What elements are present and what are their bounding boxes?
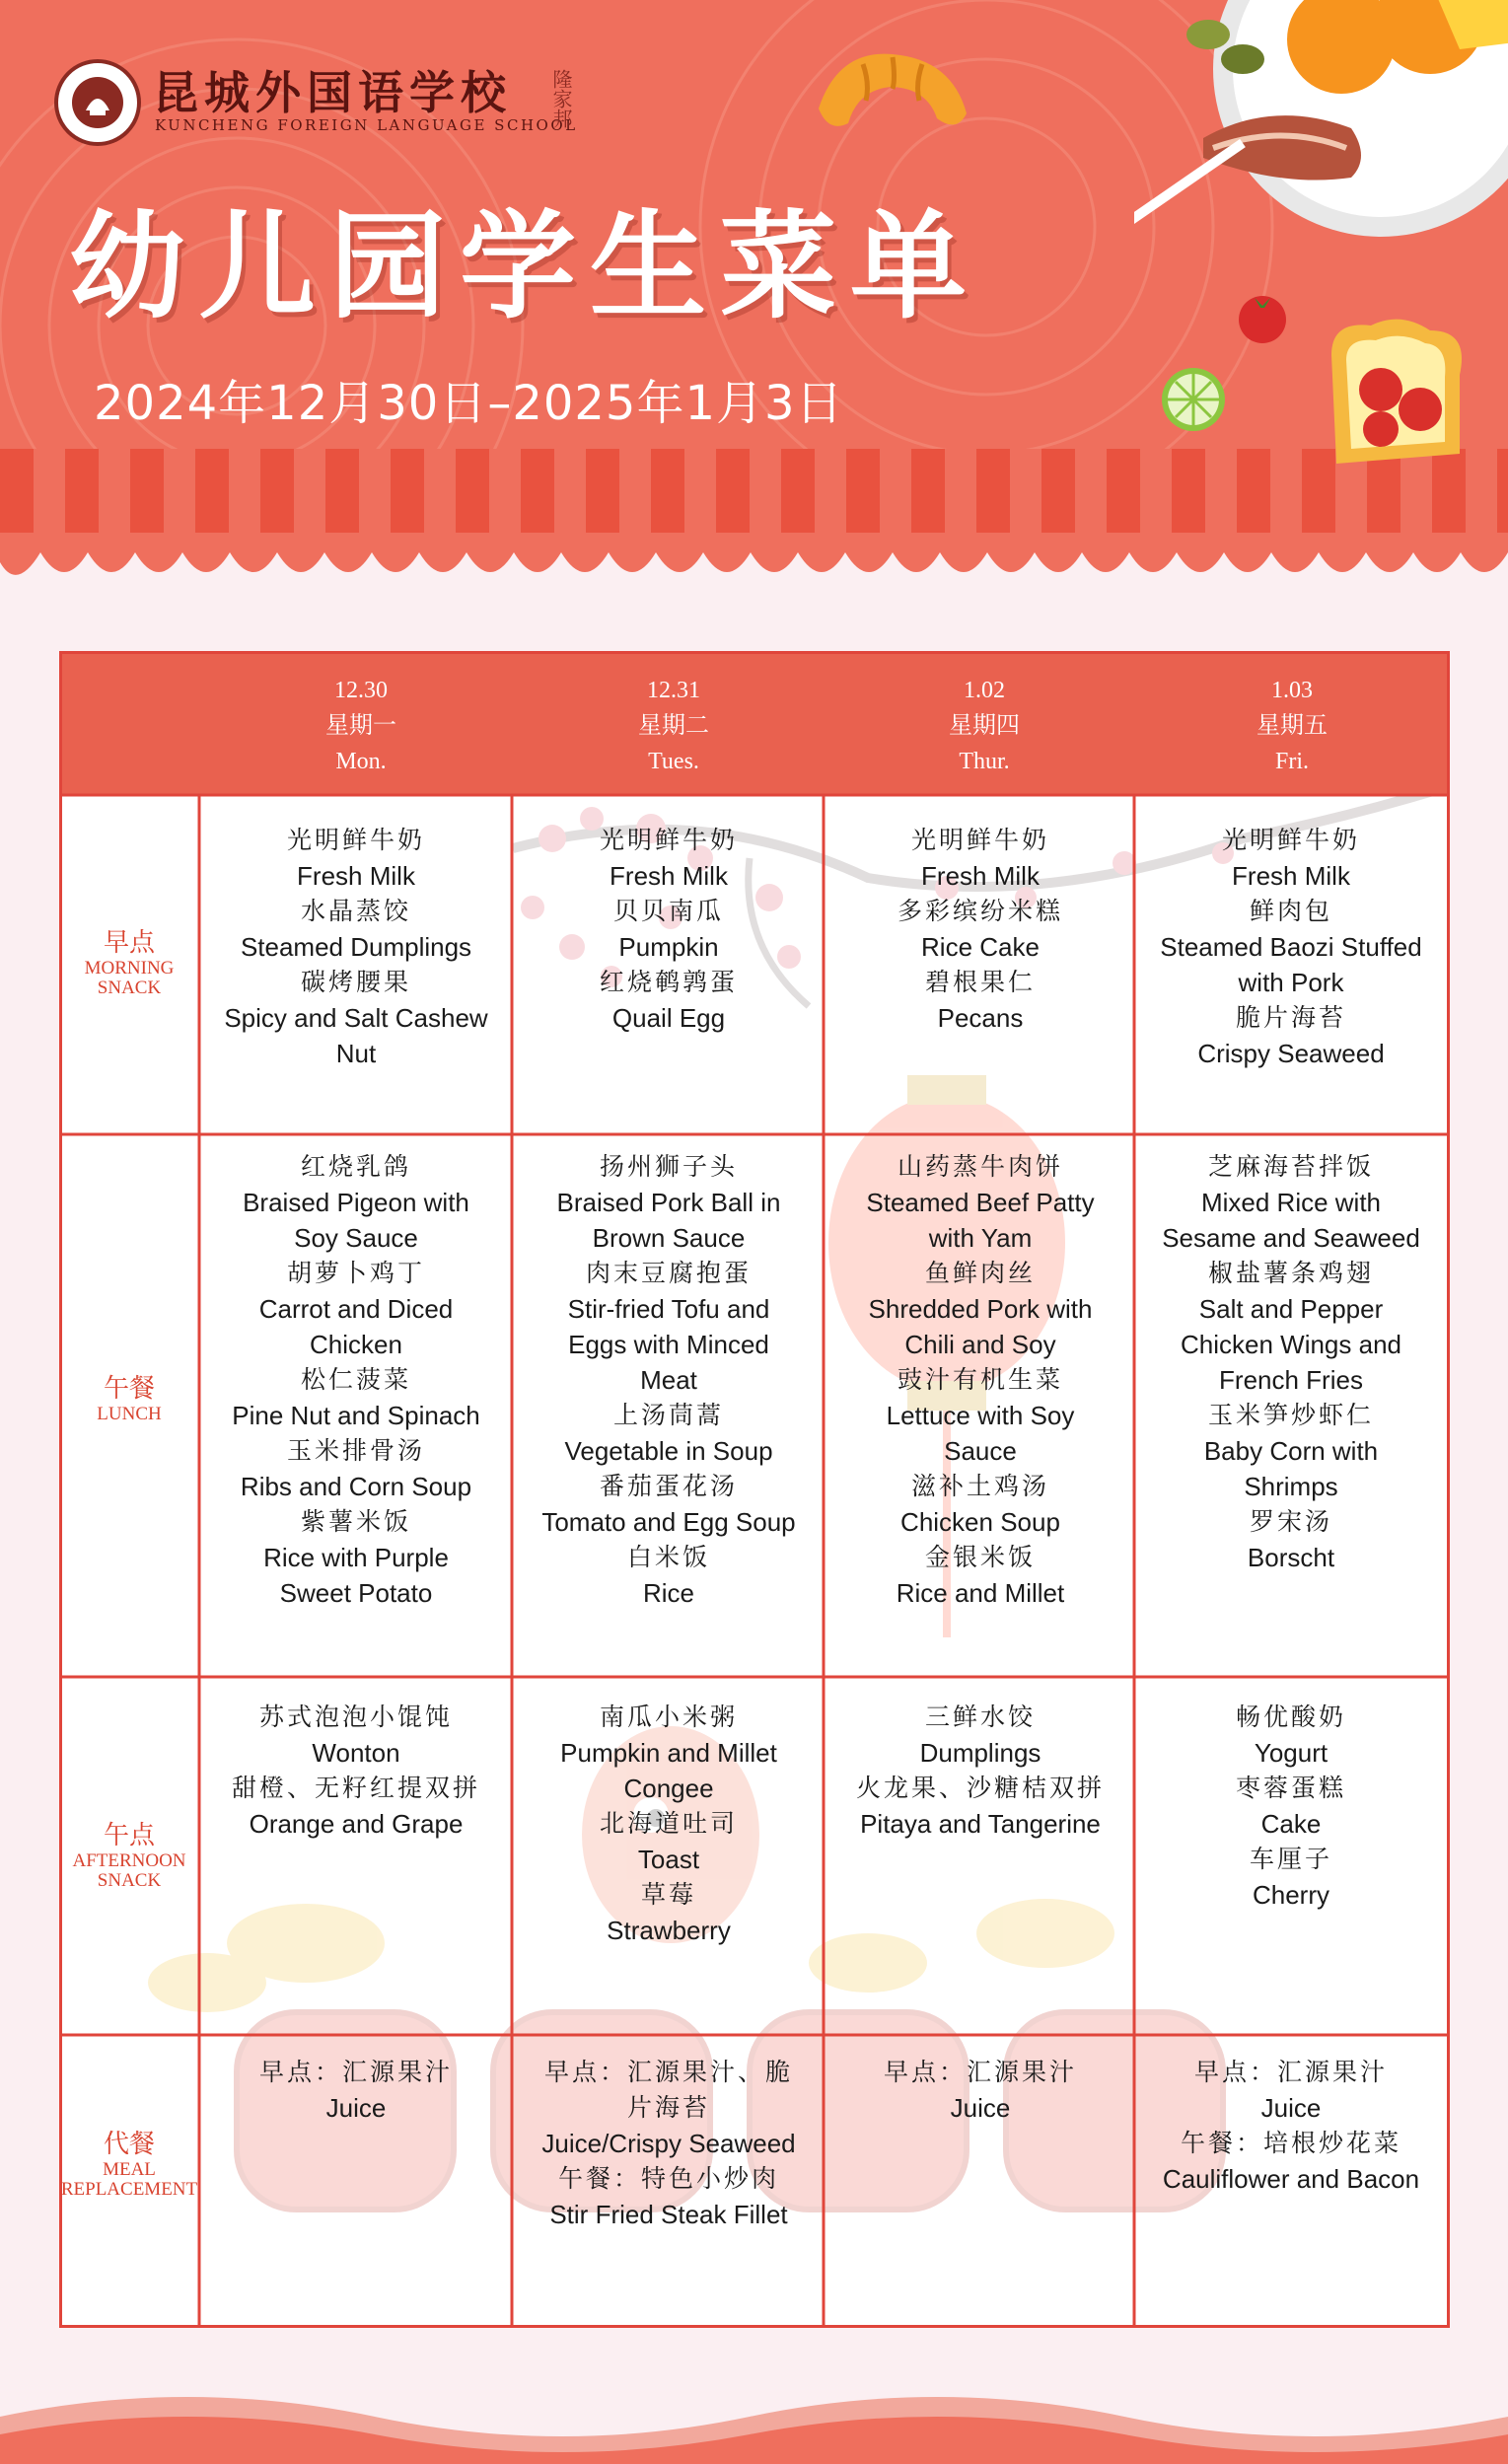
date-range: 2024年12月30日–2025年1月3日	[94, 376, 844, 431]
dish-name-cn: 碧根果仁	[924, 968, 1036, 996]
dish-name-en: Rice Cake	[921, 932, 1040, 962]
dish-name-en: Sauce	[944, 1436, 1017, 1466]
dish-name-en: Fresh Milk	[297, 861, 415, 891]
dish-name-cn: 枣蓉蛋糕	[1235, 1774, 1346, 1802]
dish-name-cn: 罗宋汤	[1249, 1507, 1332, 1536]
row-label-en: SNACK	[97, 1870, 162, 1891]
dish-name-en: Salt and Pepper	[1198, 1294, 1384, 1324]
toast-icon	[1312, 316, 1479, 473]
dish-name-en: Dumplings	[919, 1738, 1041, 1768]
dish-name-cn: 松仁菠菜	[300, 1365, 411, 1394]
dish-name-cn: 贝贝南瓜	[612, 897, 724, 925]
dish-name-en: Lettuce with Soy	[886, 1401, 1075, 1430]
row-label-en: MEAL	[103, 2159, 156, 2180]
dish-name-en: Spicy and Salt Cashew	[224, 1003, 488, 1033]
dish-name-en: Fresh Milk	[921, 861, 1040, 891]
dish-name-cn: 碳烤腰果	[300, 968, 411, 996]
dish-name-cn: 玉米笋炒虾仁	[1207, 1401, 1374, 1429]
dish-name-cn: 北海道吐司	[599, 1809, 738, 1838]
row-label-en: AFTERNOON	[72, 1850, 186, 1871]
dish-name-en: Crispy Seaweed	[1197, 1039, 1385, 1068]
dish-name-cn: 光明鲜牛奶	[1221, 826, 1360, 854]
dish-name-en: Juice/Crispy Seaweed	[541, 2129, 796, 2158]
menu-cell	[1135, 1700, 1447, 1913]
dish-name-en: Strawberry	[607, 1916, 731, 1945]
dish-name-en: Yogurt	[1254, 1738, 1328, 1768]
dish-name-en: Baby Corn with	[1203, 1436, 1379, 1466]
menu-cell	[200, 2055, 512, 2126]
day-date: 12.30	[334, 678, 388, 703]
row-label-afternoon-snack	[59, 1820, 199, 1891]
day-date: 1.03	[1271, 678, 1313, 703]
breakfast-plate-icon	[1134, 0, 1508, 256]
dish-name-cn: 扬州狮子头	[599, 1152, 738, 1181]
dish-name-cn: 光明鲜牛奶	[910, 826, 1049, 854]
dish-name-cn: 脆片海苔	[1235, 1003, 1346, 1032]
day-weekday-en: Thur.	[959, 749, 1010, 774]
menu-cell	[200, 1149, 512, 1611]
dish-name-en: Steamed Dumplings	[240, 932, 472, 962]
dish-name-en: Toast	[637, 1845, 700, 1874]
dish-name-cn: 水晶蒸饺	[300, 897, 411, 925]
dish-name-cn: 红烧乳鸽	[300, 1152, 411, 1181]
day-weekday-cn: 星期二	[638, 713, 709, 739]
dish-name-cn: 车厘子	[1249, 1845, 1332, 1873]
dish-name-en: Soy Sauce	[294, 1223, 418, 1253]
day-weekday-en: Mon.	[335, 749, 387, 774]
menu-cell	[1135, 823, 1447, 1071]
dish-name-en: Rice	[642, 1578, 694, 1608]
day-weekday-cn: 星期四	[949, 713, 1020, 739]
dish-name-en: Ribs and Corn Soup	[240, 1472, 472, 1501]
dish-name-en: Meat	[640, 1365, 697, 1395]
menu-cell	[200, 823, 512, 1071]
bottom-wave	[0, 2377, 1508, 2464]
day-date: 12.31	[647, 678, 700, 703]
dish-name-cn: 滋补土鸡汤	[910, 1472, 1049, 1500]
dish-name-en: Fresh Milk	[610, 861, 728, 891]
dish-name-en: Orange and Grape	[249, 1809, 464, 1839]
dish-name-cn: 草莓	[640, 1880, 696, 1909]
dish-name-en: Congee	[623, 1774, 714, 1803]
dish-name-cn: 三鲜水饺	[924, 1703, 1036, 1731]
dish-name-en: Shredded Pork with	[868, 1294, 1093, 1324]
dish-name-cn: 畅优酸奶	[1235, 1703, 1346, 1731]
dish-name-cn: 早点：汇源果汁	[883, 2058, 1077, 2086]
dish-name-en: Cauliflower and Bacon	[1162, 2164, 1420, 2194]
dish-name-en: Steamed Baozi Stuffed	[1160, 932, 1422, 962]
dish-name-en: with Yam	[928, 1223, 1033, 1253]
dish-name-en: Chicken Soup	[900, 1507, 1060, 1537]
dish-name-en: Pitaya and Tangerine	[860, 1809, 1101, 1839]
croissant-icon	[809, 39, 976, 148]
dish-name-cn: 芝麻海苔拌饭	[1207, 1152, 1374, 1181]
menu-cell	[825, 1149, 1136, 1611]
day-date: 1.02	[964, 678, 1005, 703]
dish-name-en: Quail Egg	[611, 1003, 726, 1033]
menu-cell	[513, 823, 825, 1036]
dish-name-cn: 胡萝卜鸡丁	[286, 1259, 425, 1287]
dish-name-en: Eggs with Minced	[568, 1330, 769, 1359]
dish-name-en: Chicken	[310, 1330, 402, 1359]
dish-name-cn: 山药蒸牛肉饼	[897, 1152, 1063, 1181]
tomato-icon	[1233, 286, 1292, 345]
dish-name-en: Stir-fried Tofu and	[567, 1294, 770, 1324]
menu-table	[59, 651, 1450, 2328]
dish-name-en: Shrimps	[1244, 1472, 1338, 1501]
dish-name-en: Carrot and Diced	[258, 1294, 454, 1324]
dish-name-en: French Fries	[1219, 1365, 1363, 1395]
row-label-lunch	[59, 1373, 199, 1424]
row-label-en: MORNING	[84, 958, 175, 978]
dish-name-en: Borscht	[1247, 1543, 1335, 1572]
dish-name-cn: 紫薯米饭	[300, 1507, 411, 1536]
dish-name-en: Juice	[1260, 2093, 1322, 2123]
dish-name-en: Fresh Milk	[1232, 861, 1350, 891]
row-label-cn: 代餐	[103, 2130, 155, 2158]
dish-name-cn: 番茄蛋花汤	[599, 1472, 738, 1500]
dish-name-cn: 早点：汇源果汁	[1193, 2058, 1388, 2086]
dish-name-en: Braised Pigeon with	[243, 1188, 469, 1217]
menu-cell	[825, 823, 1136, 1036]
dish-name-en: Chicken Wings and	[1181, 1330, 1401, 1359]
dish-name-cn: 豉汁有机生菜	[897, 1365, 1063, 1394]
dish-name-cn: 椒盐薯条鸡翅	[1207, 1259, 1374, 1287]
menu-cell	[1135, 2055, 1447, 2197]
school-name-en: KUNCHENG FOREIGN LANGUAGE SCHOOL	[155, 116, 578, 134]
menu-cell	[200, 1700, 512, 1842]
dish-name-cn: 火龙果、沙糖桔双拼	[855, 1774, 1105, 1802]
dish-name-cn: 红烧鹌鹑蛋	[599, 968, 738, 996]
row-label-en: REPLACEMENT	[60, 2179, 198, 2200]
calligraphy-seal: 隆家邦	[549, 69, 573, 128]
dish-name-en: Vegetable in Soup	[564, 1436, 773, 1466]
dish-name-en: Pumpkin and Millet	[560, 1738, 777, 1768]
dish-name-cn: 光明鲜牛奶	[599, 826, 738, 854]
dish-name-en: Chili and Soy	[904, 1330, 1056, 1359]
menu-cell	[513, 2055, 825, 2232]
menu-cell	[825, 1700, 1136, 1842]
dish-name-cn: 甜橙、无籽红提双拼	[231, 1774, 480, 1802]
day-weekday-en: Fri.	[1274, 749, 1309, 774]
dish-name-en: Juice	[950, 2093, 1011, 2123]
day-weekday-en: Tues.	[648, 749, 699, 774]
dish-name-en: Stir Fried Steak Fillet	[549, 2200, 788, 2229]
dish-name-en: Juice	[325, 2093, 387, 2123]
dish-name-cn: 鲜肉包	[1249, 897, 1332, 925]
menu-cell	[513, 1700, 825, 1948]
dish-name-en: Wonton	[312, 1738, 400, 1768]
dish-name-cn: 光明鲜牛奶	[286, 826, 425, 854]
awning-scallop	[0, 533, 1508, 602]
menu-cell	[513, 1149, 825, 1611]
dish-name-en: Pine Nut and Spinach	[232, 1401, 480, 1430]
dish-name-en: Rice with Purple	[263, 1543, 449, 1572]
school-logo	[54, 59, 141, 146]
day-weekday-cn: 星期一	[325, 713, 396, 739]
dish-name-cn: 早点：汇源果汁、脆	[543, 2058, 793, 2086]
dish-name-en: Rice and Millet	[896, 1578, 1065, 1608]
dish-name-en: Nut	[335, 1039, 377, 1068]
page-title: 幼儿园学生菜单	[69, 198, 981, 334]
school-emblem-icon	[68, 73, 127, 132]
row-label-cn: 早点	[103, 928, 155, 957]
dish-name-cn: 多彩缤纷米糕	[897, 897, 1063, 925]
dish-name-cn: 早点：汇源果汁	[258, 2058, 453, 2086]
row-label-en: LUNCH	[97, 1404, 162, 1424]
dish-name-en: with Pork	[1238, 968, 1344, 997]
dish-name-cn: 午餐：特色小炒肉	[557, 2164, 779, 2193]
dish-name-en: Pumpkin	[618, 932, 719, 962]
dish-name-en: Steamed Beef Patty	[866, 1188, 1095, 1217]
dish-name-cn: 南瓜小米粥	[599, 1703, 738, 1731]
dish-name-cn: 上汤茼蒿	[612, 1401, 724, 1429]
dish-name-en: Sesame and Seaweed	[1162, 1223, 1420, 1253]
dish-name-en: Tomato and Egg Soup	[541, 1507, 796, 1537]
menu-cell	[1135, 1149, 1447, 1575]
day-weekday-cn: 星期五	[1257, 713, 1328, 739]
row-label-morning-snack	[59, 927, 199, 998]
dish-name-en: Cake	[1260, 1809, 1322, 1839]
dish-name-en: Sweet Potato	[279, 1578, 433, 1608]
dish-name-cn: 金银米饭	[924, 1543, 1036, 1571]
dish-name-cn: 午餐：培根炒花菜	[1180, 2129, 1401, 2157]
row-label-meal-replacement	[59, 2129, 199, 2200]
school-name-cn: 昆城外国语学校	[153, 66, 512, 119]
row-label-cn: 午餐	[103, 1374, 155, 1403]
dish-name-cn: 玉米排骨汤	[286, 1436, 425, 1465]
dish-name-en: Brown Sauce	[592, 1223, 746, 1253]
dish-name-cn: 苏式泡泡小馄饨	[258, 1703, 453, 1731]
menu-cell	[825, 2055, 1136, 2126]
dish-name-en: Cherry	[1252, 1880, 1329, 1910]
dish-name-cn: 白米饭	[626, 1543, 710, 1571]
dish-name-cn: 肉末豆腐抱蛋	[585, 1259, 752, 1287]
dish-name-en: Pecans	[937, 1003, 1024, 1033]
row-label-en: SNACK	[97, 978, 162, 998]
dish-name-cn: 鱼鲜肉丝	[924, 1259, 1036, 1287]
dish-name-en: Braised Pork Ball in	[556, 1188, 781, 1217]
row-label-cn: 午点	[103, 1821, 155, 1849]
lime-slice-icon	[1159, 365, 1228, 434]
dish-name-cn: 片海苔	[626, 2093, 710, 2122]
header-banner	[0, 0, 1508, 602]
dish-name-en: Mixed Rice with	[1200, 1188, 1382, 1217]
